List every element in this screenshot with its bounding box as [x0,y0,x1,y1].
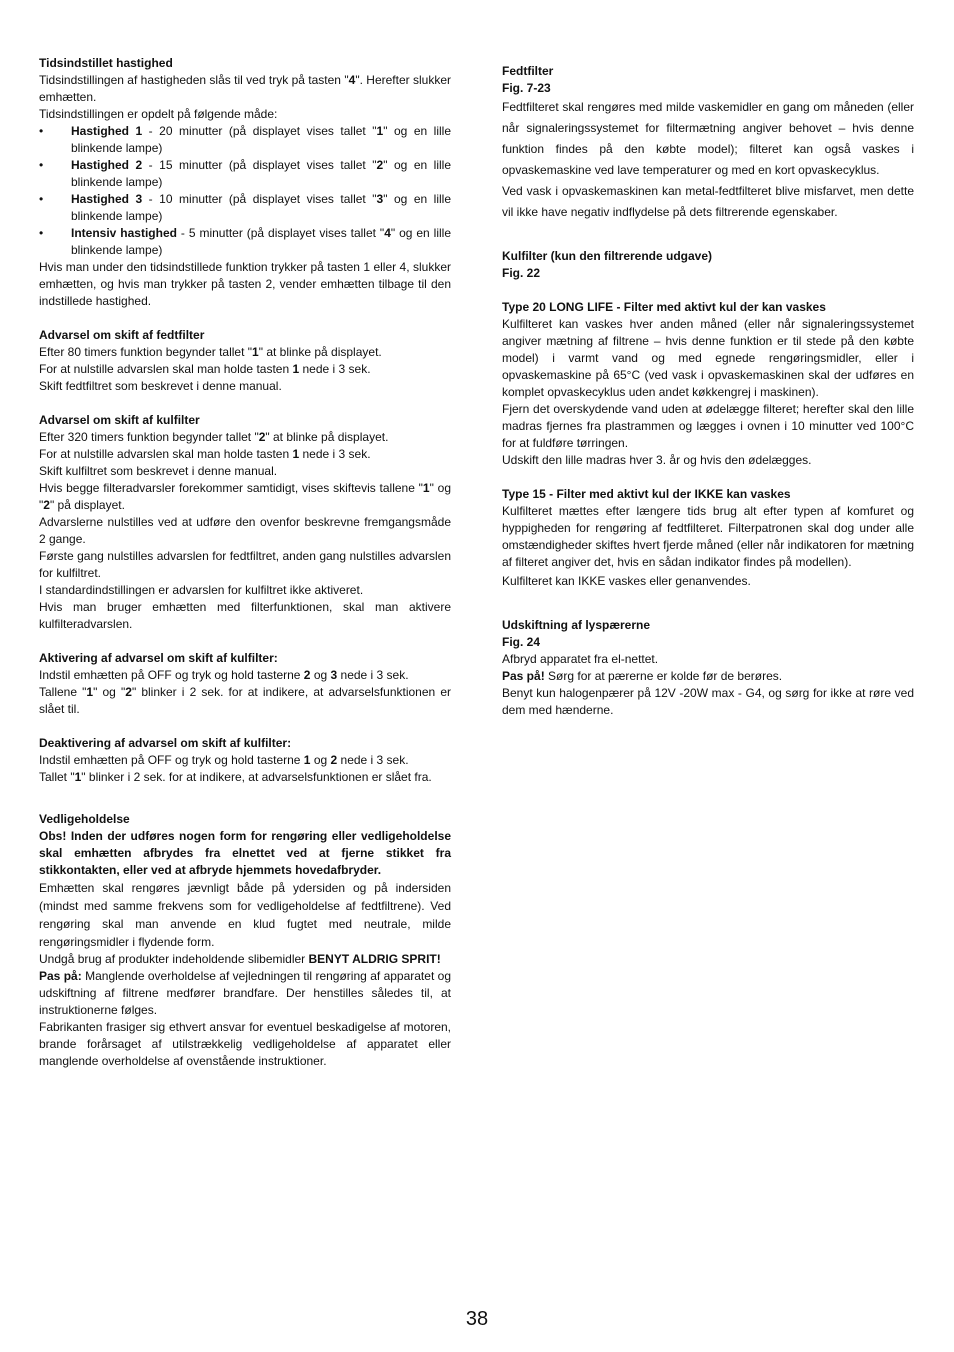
paragraph: Indstil emhætten på OFF og tryk og hold tasterne 2 og 3 nede i 3 sek. [39,668,409,682]
paragraph: Skift kulfiltret som beskrevet i denne manual. [39,464,278,478]
paragraph: Kulfilteret kan IKKE vaskes eller genanvendes. [502,574,751,588]
paragraph: Skift fedtfiltret som beskrevet i denne manual. [39,379,282,393]
figure-reference: Fig. 7-23 [502,81,551,95]
paragraph: Kulfilteret kan vaskes hver anden måned (eller når signaleringssystemet angiver mætning af filtrene – hvis denne funktion er til stede på den købte model) i varmt vand og med egnede rengøringsmidler, eller i opvaskemaskine på 65°C (ved vask i opvaskemaskinen skal der udføres en komplet opvaskecyklus uden andet køkkengrej i maskinen). [502,317,914,399]
left-column [39,55,451,1070]
paragraph: Hvis man under den tidsindstillede funktion trykker på tasten 1 eller 4, slukker emhætten, og hvis man trykker på tasten 2, vender emhætten tilbage til den indstillede hastighed. [39,260,451,308]
paragraph: Indstil emhætten på OFF og tryk og hold tasterne 1 og 2 nede i 3 sek. [39,753,409,767]
paragraph: Ved vask i opvaskemaskinen kan metal-fedtfilteret blive misfarvet, men dette vil ikke have negativ indflydelse på dets filtrerende egenskaber. [502,184,914,219]
paragraph: Benyt kun halogenpærer på 12V -20W max - G4, og sørg for ikke at røre ved dem med hænderne. [502,686,914,717]
section-title-timed-speed: Tidsindstillet hastighed [39,56,173,70]
figure-reference: Fig. 22 [502,266,541,280]
list-item: • Hastighed 1 - 20 minutter (på displayet vises tallet "1" og en lille blinkende lampe) [39,124,452,155]
paragraph: Pas på! Sørg for at pærerne er kolde før de berøres. [502,669,783,683]
paragraph: Hvis man bruger emhætten med filterfunktionen, skal man aktivere kulfilteradvarslen. [39,600,451,631]
paragraph: Fjern det overskydende vand uden at ødelægge filteret; herefter skal den lille madras fjernes fra plastrammen og lægges i ovnen i 10 minutter ved 100°C for at fuldføre tørringen. [502,402,914,450]
paragraph: Første gang nulstilles advarslen for fedtfiltret, anden gang nulstilles advarslen for kulfiltret. [39,549,451,580]
paragraph: Hvis begge filteradvarsler forekommer samtidigt, vises skiftevis tallene "1" og "2" på displayet. [39,481,451,512]
paragraph: Emhætten skal rengøres jævnligt både på ydersiden og på indersiden (mindst med samme frekvens som for vedligeholdelse af fedtfiltrene). Ved rengøring skal man anvende en klud fugtet med neutrale, milde rengøringsmidler i flydende form. [39,881,451,949]
section-title-grease-filter-warning: Advarsel om skift af fedtfilter [39,328,205,342]
section-title-bulb-replacement: Udskiftning af lyspærerne [502,618,651,632]
paragraph: Fedtfilteret skal rengøres med milde vaskemidler en gang om måneden (eller når signaleringssystemet for filtermætning angiver behovet – hvis denne funktion findes på den købte model); filteret kan også vaskes i opvaskemaskine ved lave temperaturer og med en kort opvaskecyklus. [502,100,914,177]
paragraph: Afbryd apparatet fra el-nettet. [502,652,659,666]
list-item: • Hastighed 2 - 15 minutter (på displayet vises tallet "2" og en lille blinkende lampe) [39,158,452,189]
page-number: 38 [465,1308,489,1330]
section-title-activate-warning: Aktivering af advarsel om skift af kulfilter: [39,651,278,665]
section-title-type-15: Type 15 - Filter med aktivt kul der IKKE kan vaskes [502,487,791,501]
list-item: • Hastighed 3 - 10 minutter (på displayet vises tallet "3" og en lille blinkende lampe) [39,192,452,223]
paragraph: Advarslerne nulstilles ved at udføre den ovenfor beskrevne fremgangsmåde 2 gange. [39,515,451,546]
right-column [502,63,914,719]
paragraph: For at nulstille advarslen skal man holde tasten 1 nede i 3 sek. [39,362,371,376]
list-item: • Intensiv hastighed - 5 minutter (på displayet vises tallet "4" og en lille blinkende lampe) [39,226,451,257]
paragraph: Udskift den lille madras hver 3. år og hvis den ødelægges. [502,453,812,467]
section-title-deactivate-warning: Deaktivering af advarsel om skift af kulfilter: [39,736,292,750]
safety-warning: Obs! Inden der udføres nogen form for rengøring eller vedligeholdelse skal emhætten afbrydes fra elnettet ved at fjerne stikket fra stikkontakten, eller ved at afbryde hjemmets hovedafbryder. [39,829,451,877]
section-title-charcoal-filter-warning: Advarsel om skift af kulfilter [39,413,200,427]
section-title-charcoal-filter: Kulfilter (kun den filtrerende udgave) [502,249,713,263]
paragraph: Pas på: Manglende overholdelse af vejledningen til rengøring af apparatet og udskiftning af filtrene medfører brandfare. Der henstilles således til, at instruktionerne følges. [39,969,451,1017]
section-title-maintenance: Vedligeholdelse [39,812,130,826]
bullet-icon: • [39,192,44,206]
bullet-icon: • [39,158,44,172]
paragraph: Tallene "1" og "2" blinker i 2 sek. for at indikere, at advarselsfunktionen er slået til. [39,685,451,716]
bullet-icon: • [39,226,44,240]
paragraph: I standardindstillingen er advarslen for kulfiltret ikke aktiveret. [39,583,364,597]
paragraph: Tallet "1" blinker i 2 sek. for at indikere, at advarselsfunktionen er slået fra. [39,770,432,784]
paragraph: Efter 80 timers funktion begynder tallet "1" at blinke på displayet. [39,345,382,359]
paragraph: For at nulstille advarslen skal man holde tasten 1 nede i 3 sek. [39,447,371,461]
section-title-type-20: Type 20 LONG LIFE - Filter med aktivt kul der kan vaskes [502,300,826,314]
paragraph: Tidsindstillingen er opdelt på følgende måde: [39,107,278,121]
paragraph: Kulfilteret mættes efter længere tids brug alt efter typen af komfuret og hyppigheden for rengøring af fedtfilteret. Filterpatronen skal dog under alle omstændigheder skiftes hvert fjerde måned (eller når indikatoren for mætning af filteret angiver det, hvis en sådan indikator findes på modellen). [502,504,914,569]
paragraph: Fabrikanten frasiger sig ethvert ansvar for eventuel beskadigelse af motoren, brande forårsaget af utilstrækkelig vedligeholdelse af apparatet eller manglende overholdelse af ovenstående instruktioner. [39,1020,451,1068]
paragraph: Tidsindstillingen af hastigheden slås til ved tryk på tasten "4". Herefter slukker emhætten. [39,73,451,104]
paragraph: Efter 320 timers funktion begynder tallet "2" at blinke på displayet. [39,430,389,444]
paragraph: Undgå brug af produkter indeholdende slibemidler BENYT ALDRIG SPRIT! [39,952,441,966]
figure-reference: Fig. 24 [502,635,541,649]
bullet-icon: • [39,124,44,138]
section-title-grease-filter: Fedtfilter [502,64,554,78]
